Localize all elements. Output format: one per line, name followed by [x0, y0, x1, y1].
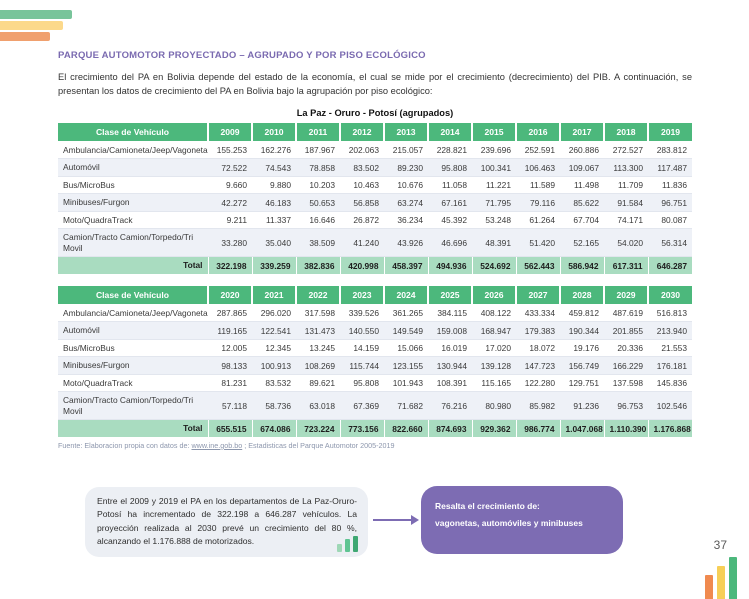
- table-cell: 46.183: [252, 194, 296, 212]
- total-cell: 458.397: [384, 257, 428, 274]
- total-label: Total: [58, 420, 208, 437]
- table-row: [58, 304, 692, 322]
- table-cell: 79.116: [516, 194, 560, 212]
- table1-col-header: 2013: [384, 123, 428, 142]
- table-cell: 252.591: [516, 141, 560, 159]
- table1-total-row: [58, 257, 692, 274]
- table-cell: 85.622: [560, 194, 604, 212]
- table-row: [58, 339, 692, 357]
- table-cell: 78.858: [296, 159, 340, 177]
- table-cell: 145.836: [648, 374, 692, 392]
- table-row: [58, 211, 692, 229]
- table-cell: 190.344: [560, 322, 604, 340]
- row-label: Ambulancia/Camioneta/Jeep/Vagoneta: [58, 304, 208, 322]
- table-cell: 96.753: [604, 392, 648, 420]
- total-cell: 494.936: [428, 257, 472, 274]
- table-cell: 16.019: [428, 339, 472, 357]
- table2-col-header: 2027: [516, 286, 560, 305]
- table1-col-header: Clase de Vehículo: [58, 123, 208, 142]
- table-cell: 20.336: [604, 339, 648, 357]
- summary-note-box: [85, 487, 368, 557]
- table-cell: 162.276: [252, 141, 296, 159]
- page-content: [58, 0, 692, 450]
- row-label: Camion/Tracto Camion/Torpedo/Tri Movil: [58, 392, 208, 420]
- table-cell: 80.087: [648, 211, 692, 229]
- table-cell: 61.264: [516, 211, 560, 229]
- table1-col-header: 2009: [208, 123, 252, 142]
- table-cell: 100.341: [472, 159, 516, 177]
- table-row: [58, 374, 692, 392]
- total-cell: 874.693: [428, 420, 472, 437]
- table-cell: 283.812: [648, 141, 692, 159]
- table-cell: 106.463: [516, 159, 560, 177]
- table1-col-header: 2015: [472, 123, 516, 142]
- total-cell: 339.259: [252, 257, 296, 274]
- highlight-line-2: vagonetas, automóviles y minibuses: [435, 518, 583, 529]
- source-note: [58, 441, 692, 450]
- table-cell: 76.216: [428, 392, 472, 420]
- total-cell: 322.198: [208, 257, 252, 274]
- table-cell: 56.858: [340, 194, 384, 212]
- table-cell: 115.744: [340, 357, 384, 375]
- table-cell: 26.872: [340, 211, 384, 229]
- row-label: Moto/QuadraTrack: [58, 374, 208, 392]
- table-row: [58, 176, 692, 194]
- total-cell: 1.047.068: [560, 420, 604, 437]
- table-cell: 50.653: [296, 194, 340, 212]
- table-projection-2009-2019: [58, 123, 692, 274]
- table-cell: 19.176: [560, 339, 604, 357]
- table-cell: 18.072: [516, 339, 560, 357]
- table-cell: 71.682: [384, 392, 428, 420]
- table2-col-header: 2029: [604, 286, 648, 305]
- table-cell: 63.274: [384, 194, 428, 212]
- bar-chart-icon-bar3: [353, 536, 358, 552]
- table-cell: 113.300: [604, 159, 648, 177]
- row-label: Minibuses/Furgon: [58, 357, 208, 375]
- row-label: Bus/MicroBus: [58, 339, 208, 357]
- table-cell: 95.808: [340, 374, 384, 392]
- bottom-right-decoration: [705, 551, 739, 599]
- table-cell: 80.980: [472, 392, 516, 420]
- source-suffix: ; Estadisticas del Parque Automotor 2005-2019: [242, 440, 395, 450]
- table-cell: 17.020: [472, 339, 516, 357]
- table-cell: 48.391: [472, 229, 516, 257]
- total-cell: 586.942: [560, 257, 604, 274]
- table1-col-header: 2018: [604, 123, 648, 142]
- table-cell: 147.723: [516, 357, 560, 375]
- table-cell: 108.391: [428, 374, 472, 392]
- table-cell: 156.749: [560, 357, 604, 375]
- table-cell: 213.940: [648, 322, 692, 340]
- table-row: [58, 357, 692, 375]
- row-label: Minibuses/Furgon: [58, 194, 208, 212]
- table-projection-2020-2030: [58, 286, 692, 437]
- table-row: [58, 322, 692, 340]
- table-cell: 56.314: [648, 229, 692, 257]
- table-cell: 487.619: [604, 304, 648, 322]
- table-row: [58, 194, 692, 212]
- total-cell: 986.774: [516, 420, 560, 437]
- table-cell: 201.855: [604, 322, 648, 340]
- table-cell: 63.018: [296, 392, 340, 420]
- table-cell: 91.236: [560, 392, 604, 420]
- table-cell: 85.982: [516, 392, 560, 420]
- table-cell: 11.589: [516, 176, 560, 194]
- table-cell: 58.736: [252, 392, 296, 420]
- table2-col-header: 2024: [384, 286, 428, 305]
- table-cell: 41.240: [340, 229, 384, 257]
- table-cell: 101.943: [384, 374, 428, 392]
- summary-note-text: Entre el 2009 y 2019 el PA en los departamentos de La Paz-Oruro-Potosí ha incrementado de 322.198 a 646.287 vehículos. La proyección realizada al 2030 prevé un crecimiento del 80 %, alcanzando el 1.176.888 de motorizados.: [97, 496, 357, 546]
- table-cell: 317.598: [296, 304, 340, 322]
- table1-col-header: 2011: [296, 123, 340, 142]
- total-cell: 723.224: [296, 420, 340, 437]
- table-cell: 433.334: [516, 304, 560, 322]
- table-cell: 123.155: [384, 357, 428, 375]
- table-cell: 46.696: [428, 229, 472, 257]
- row-label: Camion/Tracto Camion/Torpedo/Tri Movil: [58, 229, 208, 257]
- table2-col-header: 2025: [428, 286, 472, 305]
- table-cell: 11.709: [604, 176, 648, 194]
- table1-caption: La Paz - Oruro - Potosí (agrupados): [296, 107, 454, 118]
- section-title: PARQUE AUTOMOTOR PROYECTADO – AGRUPADO Y POR PISO ECOLÓGICO: [58, 50, 426, 61]
- table-cell: 42.272: [208, 194, 252, 212]
- table-row: [58, 159, 692, 177]
- table-cell: 9.211: [208, 211, 252, 229]
- total-row: [58, 420, 692, 437]
- table-row: [58, 392, 692, 420]
- table-cell: 296.020: [252, 304, 296, 322]
- total-cell: 1.176.868: [648, 420, 692, 437]
- table-cell: 16.646: [296, 211, 340, 229]
- table-cell: 12.345: [252, 339, 296, 357]
- table-cell: 122.280: [516, 374, 560, 392]
- deco-bar-orange: [0, 32, 50, 41]
- table-cell: 71.795: [472, 194, 516, 212]
- table2-col-header: 2021: [252, 286, 296, 305]
- table-cell: 10.676: [384, 176, 428, 194]
- highlight-line-1: Resalta el crecimiento de:: [435, 501, 540, 511]
- total-cell: 420.998: [340, 257, 384, 274]
- table-cell: 38.509: [296, 229, 340, 257]
- row-label: Automóvil: [58, 322, 208, 340]
- total-cell: 674.086: [252, 420, 296, 437]
- table-cell: 67.369: [340, 392, 384, 420]
- table-cell: 83.502: [340, 159, 384, 177]
- table-cell: 215.057: [384, 141, 428, 159]
- table-cell: 155.253: [208, 141, 252, 159]
- deco-bottom-bar-yellow: [717, 566, 725, 599]
- table1-col-header: 2017: [560, 123, 604, 142]
- table-cell: 96.751: [648, 194, 692, 212]
- total-cell: 1.110.390: [604, 420, 648, 437]
- table-cell: 11.058: [428, 176, 472, 194]
- row-label: Ambulancia/Camioneta/Jeep/Vagoneta: [58, 141, 208, 159]
- table-cell: 168.947: [472, 322, 516, 340]
- table-cell: 72.522: [208, 159, 252, 177]
- table-row: [58, 141, 692, 159]
- table-cell: 91.584: [604, 194, 648, 212]
- table1-col-header: 2012: [340, 123, 384, 142]
- table-cell: 187.967: [296, 141, 340, 159]
- table-cell: 159.008: [428, 322, 472, 340]
- table1-col-header: 2010: [252, 123, 296, 142]
- table-cell: 149.549: [384, 322, 428, 340]
- table2-header-row: [58, 286, 692, 305]
- page-number: 37: [713, 538, 727, 552]
- table-cell: 137.598: [604, 374, 648, 392]
- table-cell: 100.913: [252, 357, 296, 375]
- table-cell: 43.926: [384, 229, 428, 257]
- table-cell: 361.265: [384, 304, 428, 322]
- table-cell: 9.660: [208, 176, 252, 194]
- table-cell: 9.880: [252, 176, 296, 194]
- table-cell: 140.550: [340, 322, 384, 340]
- table-cell: 130.944: [428, 357, 472, 375]
- table-cell: 13.245: [296, 339, 340, 357]
- table2-col-header: 2026: [472, 286, 516, 305]
- table-cell: 83.532: [252, 374, 296, 392]
- table2-col-header: 2020: [208, 286, 252, 305]
- table-cell: 239.696: [472, 141, 516, 159]
- table-cell: 35.040: [252, 229, 296, 257]
- table-cell: 57.118: [208, 392, 252, 420]
- table-cell: 95.808: [428, 159, 472, 177]
- table-cell: 139.128: [472, 357, 516, 375]
- table-cell: 74.171: [604, 211, 648, 229]
- table-cell: 53.248: [472, 211, 516, 229]
- table-cell: 54.020: [604, 229, 648, 257]
- table2-col-header: 2022: [296, 286, 340, 305]
- total-cell: 646.287: [648, 257, 692, 274]
- highlight-callout-box: [421, 486, 623, 554]
- row-label: Automóvil: [58, 159, 208, 177]
- table-cell: 176.181: [648, 357, 692, 375]
- table-cell: 11.337: [252, 211, 296, 229]
- table-cell: 115.165: [472, 374, 516, 392]
- total-cell: 773.156: [340, 420, 384, 437]
- table-cell: 98.133: [208, 357, 252, 375]
- total-cell: 382.836: [296, 257, 340, 274]
- table-cell: 260.886: [560, 141, 604, 159]
- source-prefix: Fuente: Elaboracion propia con datos de:: [58, 440, 192, 450]
- table2-body: [58, 304, 692, 420]
- deco-bottom-bar-green: [729, 557, 737, 599]
- table-cell: 36.234: [384, 211, 428, 229]
- table-cell: 122.541: [252, 322, 296, 340]
- callout-area: [85, 487, 685, 567]
- total-cell: 822.660: [384, 420, 428, 437]
- total-cell: 929.362: [472, 420, 516, 437]
- table-cell: 21.553: [648, 339, 692, 357]
- row-label: Moto/QuadraTrack: [58, 211, 208, 229]
- table-cell: 15.066: [384, 339, 428, 357]
- table-cell: 45.392: [428, 211, 472, 229]
- total-cell: 655.515: [208, 420, 252, 437]
- table-row: [58, 229, 692, 257]
- table1-col-header: 2019: [648, 123, 692, 142]
- table-cell: 67.704: [560, 211, 604, 229]
- table-cell: 179.383: [516, 322, 560, 340]
- table-cell: 129.751: [560, 374, 604, 392]
- row-label: Bus/MicroBus: [58, 176, 208, 194]
- table-cell: 33.280: [208, 229, 252, 257]
- bar-chart-icon: [337, 536, 359, 552]
- table-cell: 287.865: [208, 304, 252, 322]
- table-cell: 108.269: [296, 357, 340, 375]
- bar-chart-icon-bar1: [337, 544, 342, 552]
- intro-paragraph: El crecimiento del PA en Bolivia depende del estado de la economía, el cual se mide por el crecimiento (decrecimiento) del PIB. A continuación, se presentan los datos de crecimiento del PA en Bolivia bajo la agrupación por piso ecológico:: [58, 72, 692, 97]
- total-cell: 617.311: [604, 257, 648, 274]
- bar-chart-icon-bar2: [345, 539, 350, 552]
- table1-col-header: 2014: [428, 123, 472, 142]
- source-link[interactable]: www.ine.gob.bo: [191, 440, 243, 450]
- table-cell: 10.203: [296, 176, 340, 194]
- table2-total-row: [58, 420, 692, 437]
- table-cell: 384.115: [428, 304, 472, 322]
- table2-col-header: Clase de Vehículo: [58, 286, 208, 305]
- table-cell: 102.546: [648, 392, 692, 420]
- table-cell: 81.231: [208, 374, 252, 392]
- table-cell: 11.836: [648, 176, 692, 194]
- table-cell: 228.821: [428, 141, 472, 159]
- arrow-shaft: [373, 519, 413, 521]
- total-cell: 562.443: [516, 257, 560, 274]
- table-cell: 89.621: [296, 374, 340, 392]
- table-cell: 11.221: [472, 176, 516, 194]
- table-cell: 12.005: [208, 339, 252, 357]
- deco-bottom-bar-orange: [705, 575, 713, 599]
- arrow-right-icon: [373, 515, 421, 525]
- table-cell: 516.813: [648, 304, 692, 322]
- table-cell: 131.473: [296, 322, 340, 340]
- table-cell: 74.543: [252, 159, 296, 177]
- table1-body: [58, 141, 692, 257]
- table1-col-header: 2016: [516, 123, 560, 142]
- table-cell: 202.063: [340, 141, 384, 159]
- table-cell: 51.420: [516, 229, 560, 257]
- arrow-head: [411, 515, 419, 525]
- table-cell: 52.165: [560, 229, 604, 257]
- table2-col-header: 2023: [340, 286, 384, 305]
- deco-bar-yellow: [0, 21, 63, 30]
- table2-col-header: 2030: [648, 286, 692, 305]
- table-cell: 11.498: [560, 176, 604, 194]
- table-cell: 408.122: [472, 304, 516, 322]
- table-cell: 272.527: [604, 141, 648, 159]
- total-cell: 524.692: [472, 257, 516, 274]
- table-cell: 459.812: [560, 304, 604, 322]
- total-label: Total: [58, 257, 208, 274]
- table-cell: 166.229: [604, 357, 648, 375]
- total-row: [58, 257, 692, 274]
- table-cell: 10.463: [340, 176, 384, 194]
- table-cell: 67.161: [428, 194, 472, 212]
- table-cell: 119.165: [208, 322, 252, 340]
- table-cell: 117.487: [648, 159, 692, 177]
- table-cell: 109.067: [560, 159, 604, 177]
- table2-col-header: 2028: [560, 286, 604, 305]
- table1-header-row: [58, 123, 692, 142]
- table-cell: 14.159: [340, 339, 384, 357]
- table-cell: 339.526: [340, 304, 384, 322]
- table-cell: 89.230: [384, 159, 428, 177]
